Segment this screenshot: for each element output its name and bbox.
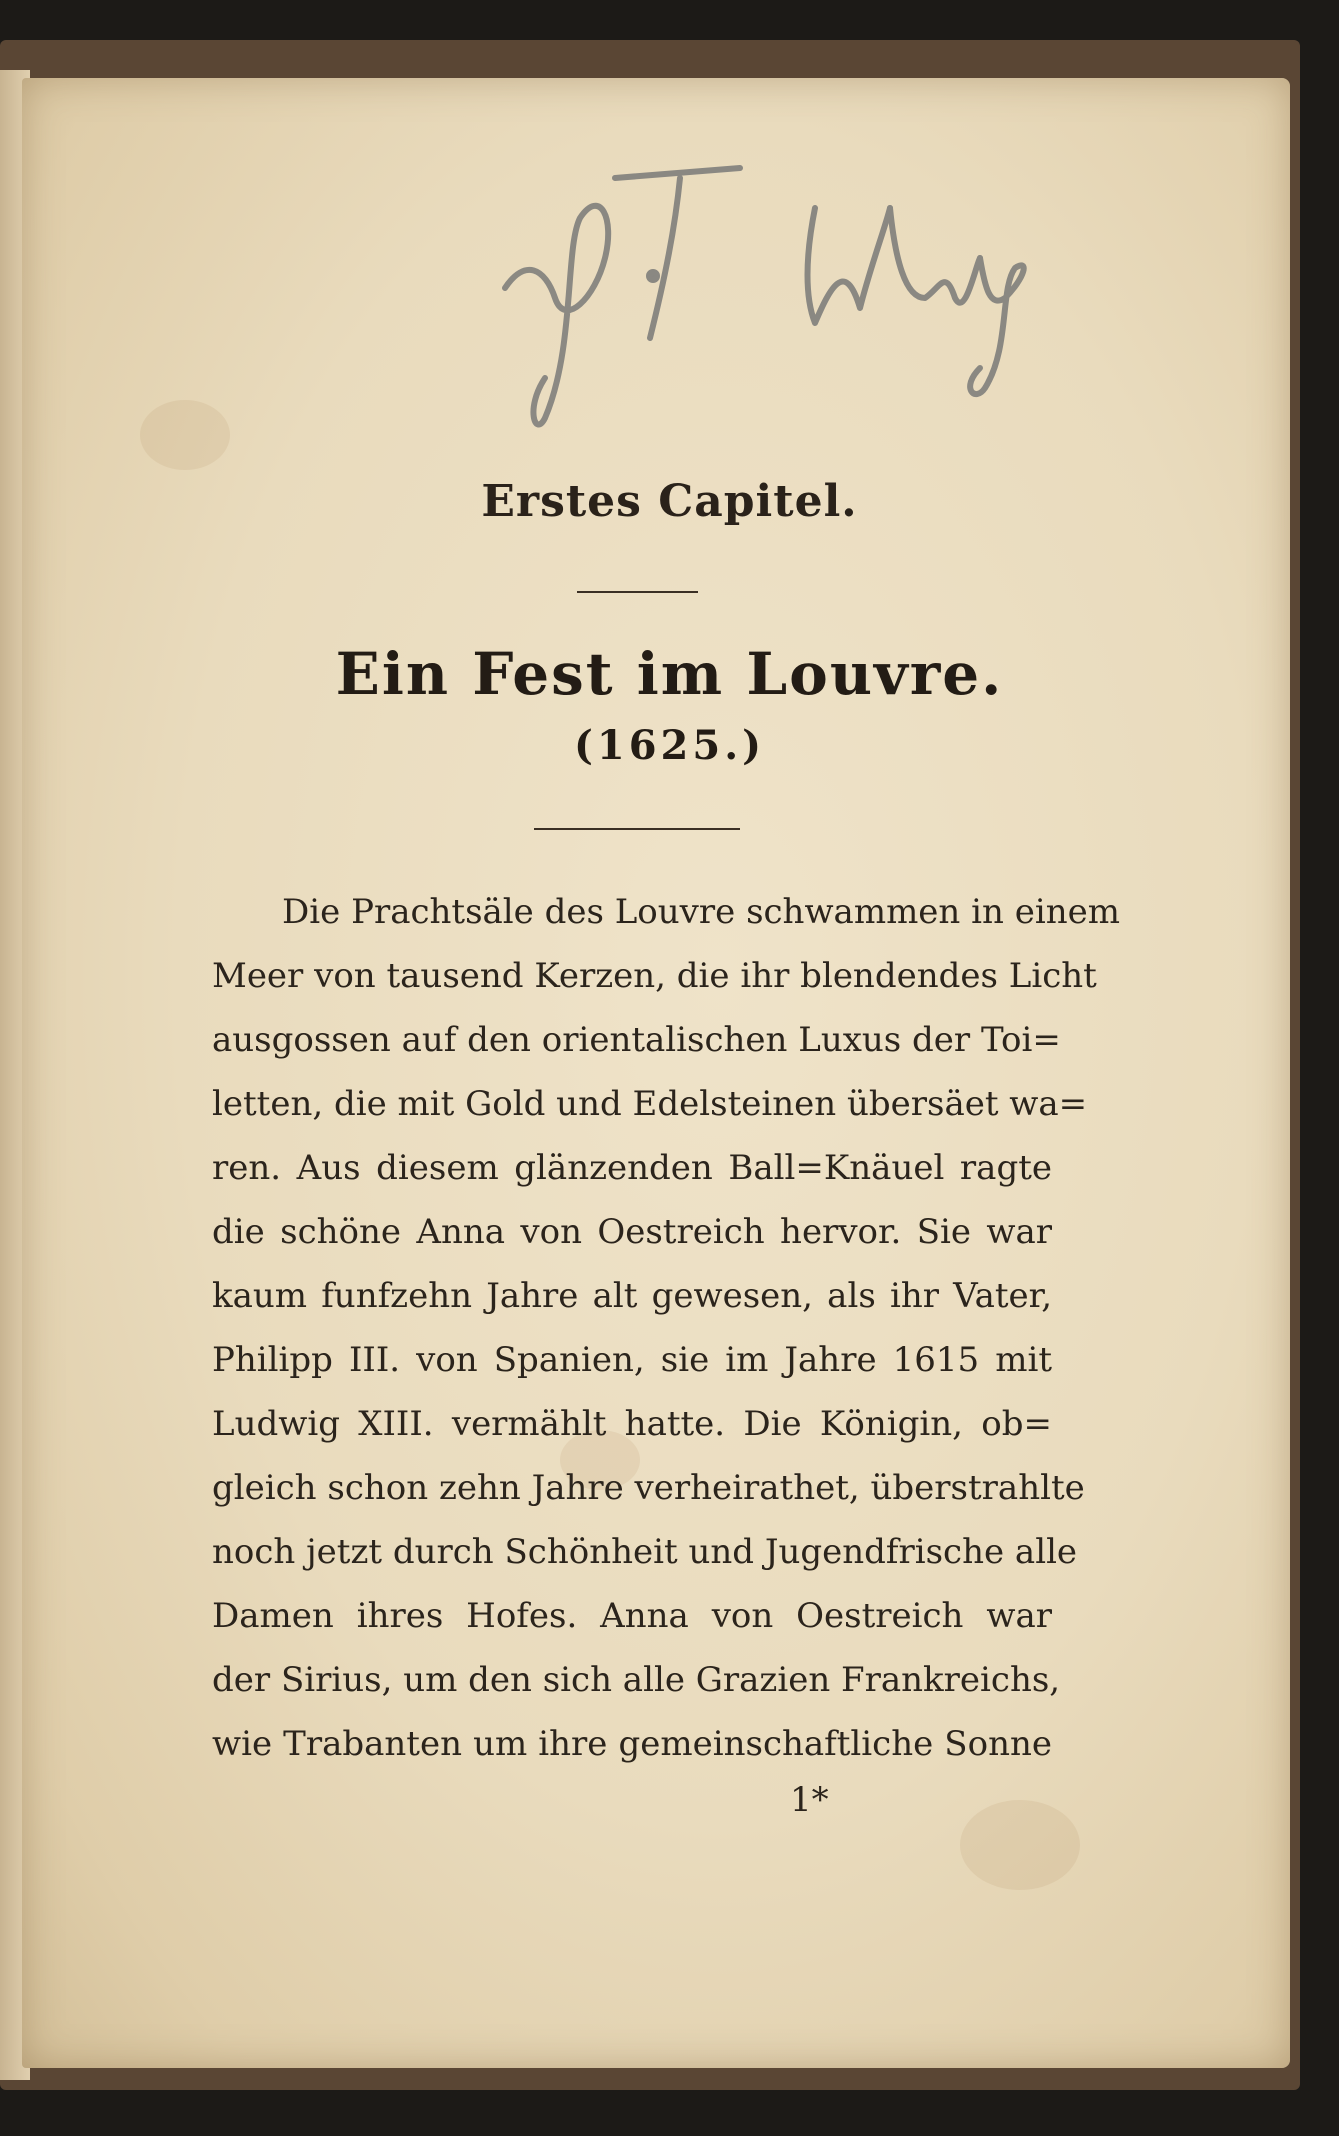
text-line: gleich schon zehn Jahre verheirathet, überstrahlte (212, 1468, 1085, 1508)
text-line: letten, die mit Gold und Edelsteinen übersäet wa= (212, 1084, 1088, 1124)
text-line: noch jetzt durch Schönheit und Jugendfrische alle (212, 1532, 1078, 1572)
text-line: Philipp III. von Spanien, sie im Jahre 1615 mit (212, 1340, 1052, 1380)
text-line: der Sirius, um den sich alle Grazien Frankreichs, (212, 1660, 1061, 1700)
paper-stain (140, 400, 230, 470)
text-line: wie Trabanten um ihre gemeinschaftliche Sonne (212, 1724, 1052, 1764)
text-line: Ludwig XIII. vermählt hatte. Die Königin, ob= (212, 1404, 1052, 1444)
divider-rule (534, 828, 740, 830)
text-line: Meer von tausend Kerzen, die ihr blendendes Licht (212, 956, 1097, 996)
paper-stain (960, 1800, 1080, 1890)
page-number: 1* (790, 1780, 829, 1820)
text-line: Die Prachtsäle des Louvre schwammen in einem (282, 892, 1120, 932)
text-line: ren. Aus diesem glänzenden Ball=Knäuel ragte (212, 1148, 1052, 1188)
text-line: kaum funfzehn Jahre alt gewesen, als ihr Vater, (212, 1276, 1052, 1316)
text-line: Damen ihres Hofes. Anna von Oestreich war (212, 1596, 1052, 1636)
chapter-year: (1625.) (573, 722, 766, 769)
chapter-title: Ein Fest im Louvre. (335, 640, 1004, 708)
body-paragraph (212, 880, 1120, 1776)
chapter-label: Erstes Capitel. (481, 476, 858, 527)
text-line: die schöne Anna von Oestreich hervor. Sie war (212, 1212, 1052, 1252)
text-line: ausgossen auf den orientalischen Luxus der Toi= (212, 1020, 1061, 1060)
handwritten-signature (485, 148, 1045, 428)
divider-rule (577, 591, 698, 593)
